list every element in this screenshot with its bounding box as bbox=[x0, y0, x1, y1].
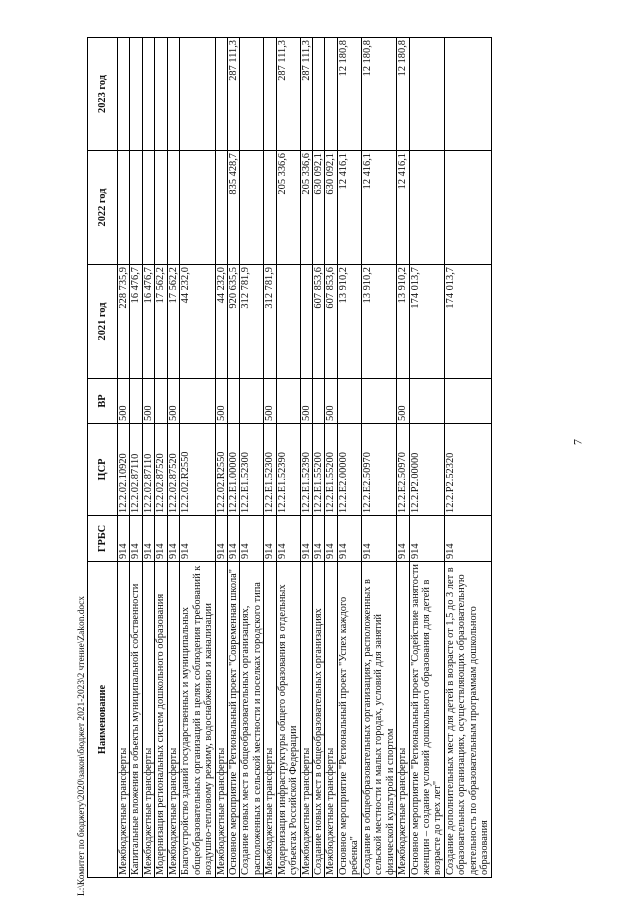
table-row bbox=[240, 38, 264, 878]
table-header-row bbox=[88, 38, 118, 878]
cell-csr: 12.2.02.87520 bbox=[155, 424, 167, 516]
rotated-table-wrapper bbox=[87, 38, 619, 878]
cell-y2021: 920 635,5 bbox=[227, 265, 239, 379]
table-row bbox=[227, 38, 239, 878]
cell-y2023: 287 111,3 bbox=[227, 38, 239, 151]
cell-csr: 12.2.02.87110 bbox=[130, 424, 142, 516]
cell-name: Модернизация инфраструктуры общего образования в отдельных субъектах Российской Федерации bbox=[276, 562, 300, 878]
cell-csr: 12.2.02.R2550 bbox=[215, 424, 227, 516]
cell-y2022 bbox=[155, 151, 167, 265]
table-row bbox=[167, 38, 179, 878]
cell-csr: 12.2.02.87110 bbox=[142, 424, 154, 516]
table-row bbox=[215, 38, 227, 878]
cell-name: Межбюджетные трансферты bbox=[300, 562, 312, 878]
table-row bbox=[155, 38, 167, 878]
cell-y2023 bbox=[313, 38, 325, 151]
cell-y2021: 17 562,2 bbox=[155, 265, 167, 379]
cell-y2023: 287 111,3 bbox=[276, 38, 300, 151]
cell-y2023 bbox=[180, 38, 215, 151]
cell-y2023 bbox=[325, 38, 337, 151]
cell-y2023 bbox=[167, 38, 179, 151]
header-2021: 2021 год bbox=[88, 265, 118, 379]
cell-grbs: 914 bbox=[215, 516, 227, 562]
cell-y2022 bbox=[130, 151, 142, 265]
cell-y2022 bbox=[240, 151, 264, 265]
cell-y2023 bbox=[409, 38, 444, 151]
cell-y2021: 16 476,7 bbox=[142, 265, 154, 379]
cell-vr bbox=[337, 379, 361, 424]
cell-y2021: 16 476,7 bbox=[130, 265, 142, 379]
cell-y2021: 13 910,2 bbox=[337, 265, 361, 379]
cell-y2023 bbox=[264, 38, 276, 151]
cell-name: Создание новых мест в общеобразовательных организациях, расположенных в сельской местности и поселках городского типа bbox=[240, 562, 264, 878]
cell-y2022 bbox=[180, 151, 215, 265]
cell-csr: 12.2.P2.52320 bbox=[444, 424, 491, 516]
page-number: 7 bbox=[570, 439, 585, 445]
cell-y2022 bbox=[444, 151, 491, 265]
cell-vr: 500 bbox=[167, 379, 179, 424]
cell-csr: 12.2.02.R2550 bbox=[180, 424, 215, 516]
table-row bbox=[361, 38, 396, 878]
cell-csr: 12.2.E1.55200 bbox=[313, 424, 325, 516]
cell-y2022: 12 416,1 bbox=[397, 151, 409, 265]
table-row bbox=[142, 38, 154, 878]
cell-name: Межбюджетные трансферты bbox=[397, 562, 409, 878]
cell-name: Межбюджетные трансферты bbox=[142, 562, 154, 878]
cell-grbs: 914 bbox=[167, 516, 179, 562]
cell-vr: 500 bbox=[325, 379, 337, 424]
cell-vr bbox=[240, 379, 264, 424]
cell-y2021: 13 910,2 bbox=[397, 265, 409, 379]
cell-csr: 12.2.E1.52390 bbox=[276, 424, 300, 516]
table-row bbox=[397, 38, 409, 878]
cell-csr: 12.2.E1.55200 bbox=[325, 424, 337, 516]
cell-y2022: 12 416,1 bbox=[361, 151, 396, 265]
cell-y2021: 607 853,6 bbox=[313, 265, 325, 379]
cell-y2022: 630 092,1 bbox=[325, 151, 337, 265]
cell-name: Создание новых мест в общеобразовательных организациях bbox=[313, 562, 325, 878]
cell-name: Создание в общеобразовательных организациях, расположенных в сельской местности и малых городах, условий для занятий физической культурой и спортом bbox=[361, 562, 396, 878]
cell-y2022 bbox=[118, 151, 130, 265]
cell-y2023: 12 180,8 bbox=[397, 38, 409, 151]
cell-grbs: 914 bbox=[300, 516, 312, 562]
cell-y2021: 607 853,6 bbox=[325, 265, 337, 379]
cell-csr: 12.2.E2.50970 bbox=[397, 424, 409, 516]
cell-csr: 12.2.E1.52390 bbox=[300, 424, 312, 516]
header-2023: 2023 год bbox=[88, 38, 118, 151]
cell-grbs: 914 bbox=[409, 516, 444, 562]
table-body bbox=[118, 38, 492, 878]
cell-y2021: 174 013,7 bbox=[444, 265, 491, 379]
cell-y2021: 312 781,9 bbox=[240, 265, 264, 379]
cell-grbs: 914 bbox=[325, 516, 337, 562]
cell-y2022: 630 092,1 bbox=[313, 151, 325, 265]
cell-y2021: 312 781,9 bbox=[264, 265, 276, 379]
cell-vr: 500 bbox=[215, 379, 227, 424]
cell-csr: 12.2.02.10920 bbox=[118, 424, 130, 516]
cell-vr: 500 bbox=[264, 379, 276, 424]
file-path-footer: L:\Комитет по бюджету\2020\закон\бюджет 2021-2023\2 чтение\Zakon.docx bbox=[77, 596, 87, 896]
cell-csr: 12.2.E1.52300 bbox=[240, 424, 264, 516]
cell-grbs: 914 bbox=[313, 516, 325, 562]
cell-y2022 bbox=[142, 151, 154, 265]
cell-vr: 500 bbox=[142, 379, 154, 424]
cell-y2022 bbox=[215, 151, 227, 265]
cell-name: Межбюджетные трансферты bbox=[118, 562, 130, 878]
header-csr: ЦСР bbox=[88, 424, 118, 516]
table-row bbox=[444, 38, 491, 878]
cell-y2023 bbox=[118, 38, 130, 151]
cell-csr: 12.2.E1.52300 bbox=[264, 424, 276, 516]
cell-name: Межбюджетные трансферты bbox=[167, 562, 179, 878]
cell-y2021: 174 013,7 bbox=[409, 265, 444, 379]
cell-y2022 bbox=[167, 151, 179, 265]
cell-vr bbox=[313, 379, 325, 424]
cell-vr bbox=[180, 379, 215, 424]
cell-vr: 500 bbox=[118, 379, 130, 424]
cell-grbs: 914 bbox=[264, 516, 276, 562]
table-row bbox=[325, 38, 337, 878]
cell-y2021 bbox=[300, 265, 312, 379]
cell-y2021: 228 735,9 bbox=[118, 265, 130, 379]
cell-y2023 bbox=[155, 38, 167, 151]
table-row bbox=[264, 38, 276, 878]
cell-csr: 12.2.E2.50970 bbox=[361, 424, 396, 516]
table-row bbox=[276, 38, 300, 878]
cell-vr bbox=[361, 379, 396, 424]
table-row bbox=[130, 38, 142, 878]
cell-y2022: 205 336,6 bbox=[300, 151, 312, 265]
cell-y2022 bbox=[264, 151, 276, 265]
cell-y2023 bbox=[444, 38, 491, 151]
cell-y2021: 17 562,2 bbox=[167, 265, 179, 379]
table-row bbox=[300, 38, 312, 878]
cell-vr: 500 bbox=[300, 379, 312, 424]
cell-name: Благоустройство зданий государственных и муниципальных общеобразовательных организаций в целях соблюдения требований к воздушно-тепловому режиму, водоснабжению и канализации bbox=[180, 562, 215, 878]
table-row bbox=[118, 38, 130, 878]
cell-name: Основное мероприятие "Региональный проект "Содействие занятости женщин – создание условий дошкольного образования для детей в возрасте до трех лет" bbox=[409, 562, 444, 878]
table-row bbox=[409, 38, 444, 878]
cell-csr: 12.2.P2.00000 bbox=[409, 424, 444, 516]
header-name: Наименование bbox=[88, 562, 118, 878]
cell-y2022: 835 428,7 bbox=[227, 151, 239, 265]
cell-name: Создание дополнительных мест для детей в возрасте от 1,5 до 3 лет в образовательных организациях, осуществляющих образовательную деятельность по образовательным программам дошкольного образования bbox=[444, 562, 491, 878]
cell-vr bbox=[155, 379, 167, 424]
cell-name: Межбюджетные трансферты bbox=[215, 562, 227, 878]
cell-grbs: 914 bbox=[155, 516, 167, 562]
cell-name: Основное мероприятие "Региональный проект "Успех каждого ребенка" bbox=[337, 562, 361, 878]
cell-grbs: 914 bbox=[337, 516, 361, 562]
cell-grbs: 914 bbox=[142, 516, 154, 562]
cell-y2023 bbox=[240, 38, 264, 151]
cell-grbs: 914 bbox=[118, 516, 130, 562]
cell-grbs: 914 bbox=[361, 516, 396, 562]
cell-y2023: 12 180,8 bbox=[361, 38, 396, 151]
cell-name: Основное мероприятие "Региональный проект "Современная школа" bbox=[227, 562, 239, 878]
table-row bbox=[180, 38, 215, 878]
cell-y2023 bbox=[130, 38, 142, 151]
cell-name: Межбюджетные трансферты bbox=[325, 562, 337, 878]
cell-grbs: 914 bbox=[130, 516, 142, 562]
cell-y2021 bbox=[276, 265, 300, 379]
cell-grbs: 914 bbox=[276, 516, 300, 562]
cell-grbs: 914 bbox=[240, 516, 264, 562]
cell-csr: 12.2.02.87520 bbox=[167, 424, 179, 516]
cell-grbs: 914 bbox=[397, 516, 409, 562]
header-grbs: ГРБС bbox=[88, 516, 118, 562]
cell-y2023: 287 111,3 bbox=[300, 38, 312, 151]
cell-y2023 bbox=[215, 38, 227, 151]
cell-y2023: 12 180,8 bbox=[337, 38, 361, 151]
cell-grbs: 914 bbox=[227, 516, 239, 562]
cell-name: Капитальные вложения в объекты муниципальной собственности bbox=[130, 562, 142, 878]
table-row bbox=[313, 38, 325, 878]
cell-y2022: 12 416,1 bbox=[337, 151, 361, 265]
cell-y2021: 44 232,0 bbox=[180, 265, 215, 379]
cell-csr: 12.2.E1.00000 bbox=[227, 424, 239, 516]
cell-name: Межбюджетные трансферты bbox=[264, 562, 276, 878]
header-2022: 2022 год bbox=[88, 151, 118, 265]
cell-vr bbox=[130, 379, 142, 424]
cell-vr bbox=[227, 379, 239, 424]
cell-csr: 12.2.E2.00000 bbox=[337, 424, 361, 516]
header-vr: ВР bbox=[88, 379, 118, 424]
cell-y2021: 44 232,0 bbox=[215, 265, 227, 379]
table-row bbox=[337, 38, 361, 878]
cell-y2022 bbox=[409, 151, 444, 265]
cell-grbs: 914 bbox=[444, 516, 491, 562]
cell-name: Модернизация региональных систем дошкольного образования bbox=[155, 562, 167, 878]
cell-grbs: 914 bbox=[180, 516, 215, 562]
cell-vr: 500 bbox=[397, 379, 409, 424]
cell-y2022: 205 336,6 bbox=[276, 151, 300, 265]
cell-vr bbox=[444, 379, 491, 424]
budget-table bbox=[87, 37, 492, 878]
cell-y2023 bbox=[142, 38, 154, 151]
cell-vr bbox=[276, 379, 300, 424]
cell-vr bbox=[409, 379, 444, 424]
cell-y2021: 13 910,2 bbox=[361, 265, 396, 379]
